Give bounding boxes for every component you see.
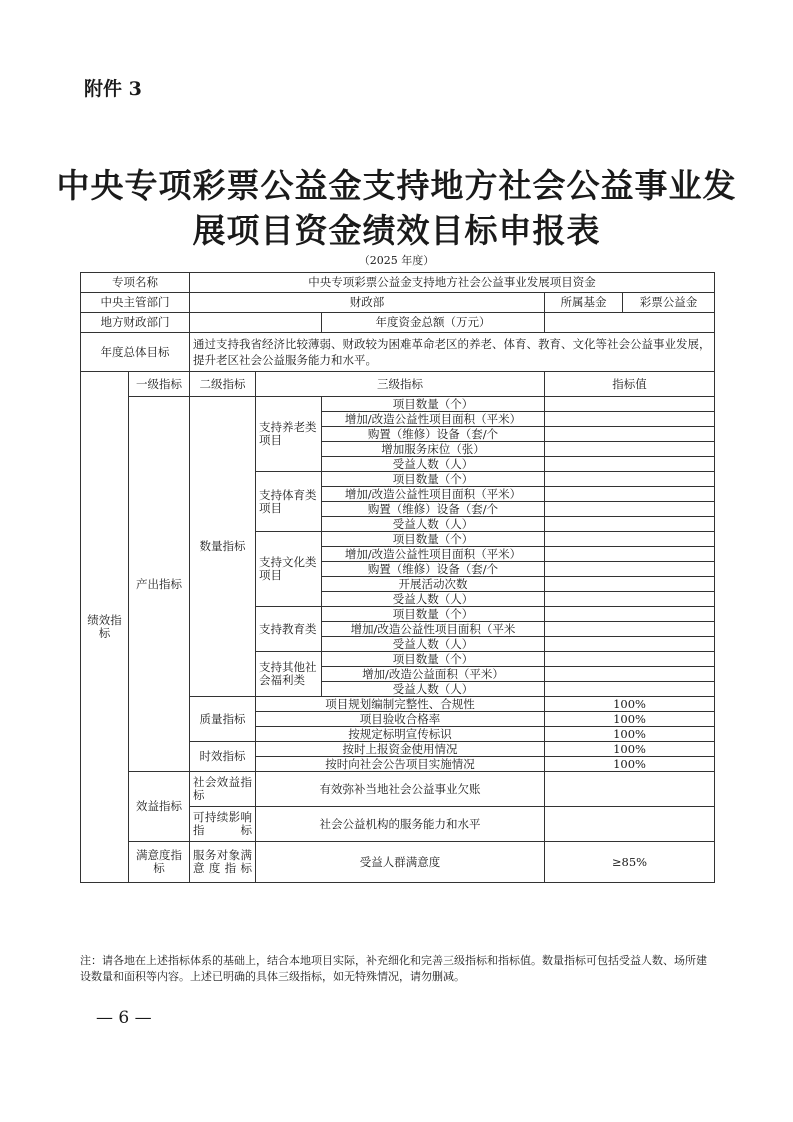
value-header: 指标值	[545, 372, 715, 397]
value-cell	[545, 412, 715, 427]
perf-indicator-label: 绩效指标	[81, 372, 129, 883]
quantity-indicator-label: 数量指标	[190, 397, 256, 697]
level1-header: 一级指标	[129, 372, 190, 397]
satisfaction-indicator-label: 满意度指标	[129, 842, 190, 883]
timeliness-indicator-label: 时效指标	[190, 742, 256, 772]
level3-item: 购置（维修）设备（套/个	[322, 427, 545, 442]
local-dept-label: 地方财政部门	[81, 313, 190, 333]
level3-item: 增加/改造公益性项目面积（平米）	[322, 547, 545, 562]
group-elderly-label: 支持养老类项目	[256, 397, 322, 472]
value-cell	[545, 532, 715, 547]
level3-item: 受益人数（人）	[322, 637, 545, 652]
level3-item: 增加/改造公益性项目面积（平米）	[322, 487, 545, 502]
value-cell: 100%	[545, 742, 715, 757]
annual-amount-label: 年度资金总额（万元）	[322, 313, 545, 333]
value-cell	[545, 397, 715, 412]
level3-item: 项目数量（个）	[322, 607, 545, 622]
service-satisfaction-label: 服务对象满意度指标	[190, 842, 256, 883]
level3-item: 增加/改造公益面积（平米）	[322, 667, 545, 682]
value-cell: 100%	[545, 712, 715, 727]
level3-item: 购置（维修）设备（套/个	[322, 502, 545, 517]
quality-indicator-label: 质量指标	[190, 697, 256, 742]
value-cell	[545, 772, 715, 807]
group-welfare-label: 支持其他社会福利类	[256, 652, 322, 697]
performance-target-table	[80, 272, 715, 883]
sustainable-impact-value: 社会公益机构的服务能力和水平	[256, 807, 545, 842]
level3-item: 受益人数（人）	[322, 517, 545, 532]
level3-item: 项目数量（个）	[322, 532, 545, 547]
fund-label: 所属基金	[545, 293, 623, 313]
central-dept-label: 中央主管部门	[81, 293, 190, 313]
sustainable-impact-label: 可持续影响指标	[190, 807, 256, 842]
level3-item: 购置（维修）设备（套/个	[322, 562, 545, 577]
value-cell	[545, 502, 715, 517]
value-cell	[545, 652, 715, 667]
social-benefit-label: 社会效益指标	[190, 772, 256, 807]
value-cell	[545, 667, 715, 682]
value-cell: 100%	[545, 727, 715, 742]
group-education-label: 支持教育类	[256, 607, 322, 652]
annex-label: 附件 3	[84, 78, 142, 100]
level3-item: 开展活动次数	[322, 577, 545, 592]
level3-item: 受益人数（人）	[322, 457, 545, 472]
document-title-line2: 展项目资金绩效目标申报表	[192, 211, 601, 250]
level3-item: 受益人数（人）	[322, 592, 545, 607]
document-title-line1: 中央专项彩票公益金支持地方社会公益事业发	[56, 166, 737, 205]
level3-item: 增加/改造公益性项目面积（平米）	[322, 412, 545, 427]
value-cell	[545, 442, 715, 457]
value-cell	[545, 547, 715, 562]
project-name-label: 专项名称	[81, 273, 190, 293]
goal-label: 年度总体目标	[81, 333, 190, 372]
level3-header: 三级指标	[256, 372, 545, 397]
central-dept-value: 财政部	[190, 293, 545, 313]
value-cell	[545, 457, 715, 472]
value-cell	[545, 487, 715, 502]
value-cell: 100%	[545, 697, 715, 712]
value-cell	[545, 637, 715, 652]
group-culture-label: 支持文化类项目	[256, 532, 322, 607]
level3-item: 受益人群满意度	[256, 842, 545, 883]
value-cell	[545, 682, 715, 697]
value-cell	[545, 622, 715, 637]
level3-item: 增加服务床位（张）	[322, 442, 545, 457]
level3-item: 按时上报资金使用情况	[256, 742, 545, 757]
benefit-indicator-label: 效益指标	[129, 772, 190, 842]
level3-item: 增加/改造公益性项目面积（平米	[322, 622, 545, 637]
level3-item: 受益人数（人）	[322, 682, 545, 697]
value-cell	[545, 517, 715, 532]
level2-header: 二级指标	[190, 372, 256, 397]
output-indicator-label: 产出指标	[129, 397, 190, 772]
value-cell	[545, 427, 715, 442]
value-cell: ≥85%	[545, 842, 715, 883]
social-benefit-value: 有效弥补当地社会公益事业欠账	[256, 772, 545, 807]
level3-item: 按时向社会公告项目实施情况	[256, 757, 545, 772]
local-dept-value	[190, 313, 322, 333]
level3-item: 项目数量（个）	[322, 472, 545, 487]
value-cell: 100%	[545, 757, 715, 772]
group-sports-label: 支持体育类项目	[256, 472, 322, 532]
value-cell	[545, 807, 715, 842]
value-cell	[545, 607, 715, 622]
value-cell	[545, 562, 715, 577]
level3-item: 项目数量（个）	[322, 652, 545, 667]
goal-value: 通过支持我省经济比较薄弱、财政较为困难革命老区的养老、体育、教育、文化等社会公益事业发展，提升老区社会公益服务能力和水平。	[190, 333, 715, 372]
project-name-value: 中央专项彩票公益金支持地方社会公益事业发展项目资金	[190, 273, 715, 293]
annual-amount-value	[545, 313, 715, 333]
footnote: 注：请各地在上述指标体系的基础上，结合本地项目实际，补充细化和完善三级指标和指标值。数量指标可包括受益人数、场所建设数量和面积等内容。上述已明确的具体三级指标，如无特殊情况，请勿删减。	[80, 954, 707, 983]
value-cell	[545, 472, 715, 487]
level3-item: 项目数量（个）	[322, 397, 545, 412]
year-label: （2025 年度）	[358, 254, 435, 267]
level3-item: 按规定标明宣传标识	[256, 727, 545, 742]
level3-item: 项目验收合格率	[256, 712, 545, 727]
level3-item: 项目规划编制完整性、合规性	[256, 697, 545, 712]
page-number: — 6 —	[96, 1008, 152, 1028]
fund-value: 彩票公益金	[623, 293, 715, 313]
value-cell	[545, 592, 715, 607]
value-cell	[545, 577, 715, 592]
